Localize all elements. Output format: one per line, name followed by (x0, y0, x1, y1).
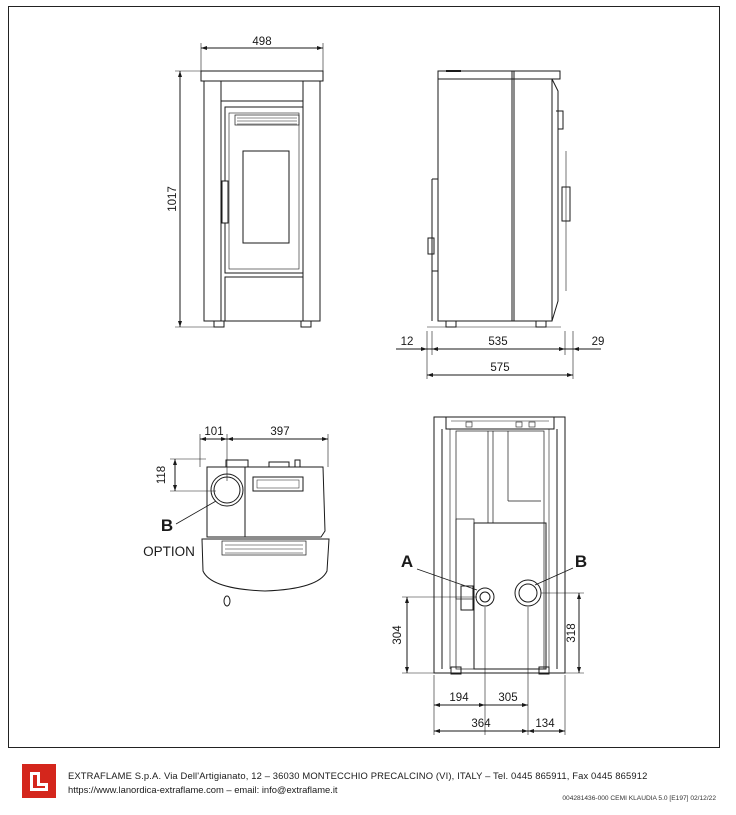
dim-side-right-offset: 29 (591, 336, 605, 348)
label-b-rear: B (574, 552, 588, 571)
top-view (143, 426, 329, 606)
extraflame-logo (22, 764, 56, 798)
dim-side-body: 535 (488, 336, 508, 348)
side-view (396, 71, 604, 379)
dim-rear-right-height: 318 (566, 623, 578, 643)
dim-rear-left-height: 304 (392, 625, 404, 645)
company-web-email: https://www.lanordica-extraflame.com – email: info@extraflame.it (68, 784, 338, 795)
footer (22, 762, 722, 810)
rear-view (392, 417, 587, 735)
dim-rear-right-x: 305 (498, 692, 518, 704)
dim-rear-right-edge: 134 (535, 718, 555, 730)
dim-top-depth: 118 (156, 465, 168, 485)
dim-top-right: 397 (270, 426, 290, 438)
technical-drawing (9, 7, 721, 749)
label-b-top: B (160, 516, 174, 535)
dim-side-total: 575 (490, 362, 510, 374)
drawing-frame (8, 6, 720, 748)
dim-front-width: 498 (252, 36, 272, 48)
dim-rear-total: 364 (471, 718, 491, 730)
dim-rear-left-x: 194 (449, 692, 469, 704)
front-view (167, 36, 323, 327)
label-option: OPTION (143, 544, 195, 559)
dim-top-left: 101 (204, 426, 224, 438)
dim-front-height: 1017 (167, 186, 179, 212)
dim-side-left-offset: 12 (400, 336, 414, 348)
company-address: EXTRAFLAME S.p.A. Via Dell'Artigianato, 12 – 36030 MONTECCHIO PRECALCINO (VI), ITALY – Tel. 0445 865911, Fax 0445 865912 (68, 770, 648, 781)
label-a: A (400, 552, 414, 571)
document-reference: 004281436-000 CEMI KLAUDIA 5.0 [E197] 02/12/22 (562, 795, 716, 802)
